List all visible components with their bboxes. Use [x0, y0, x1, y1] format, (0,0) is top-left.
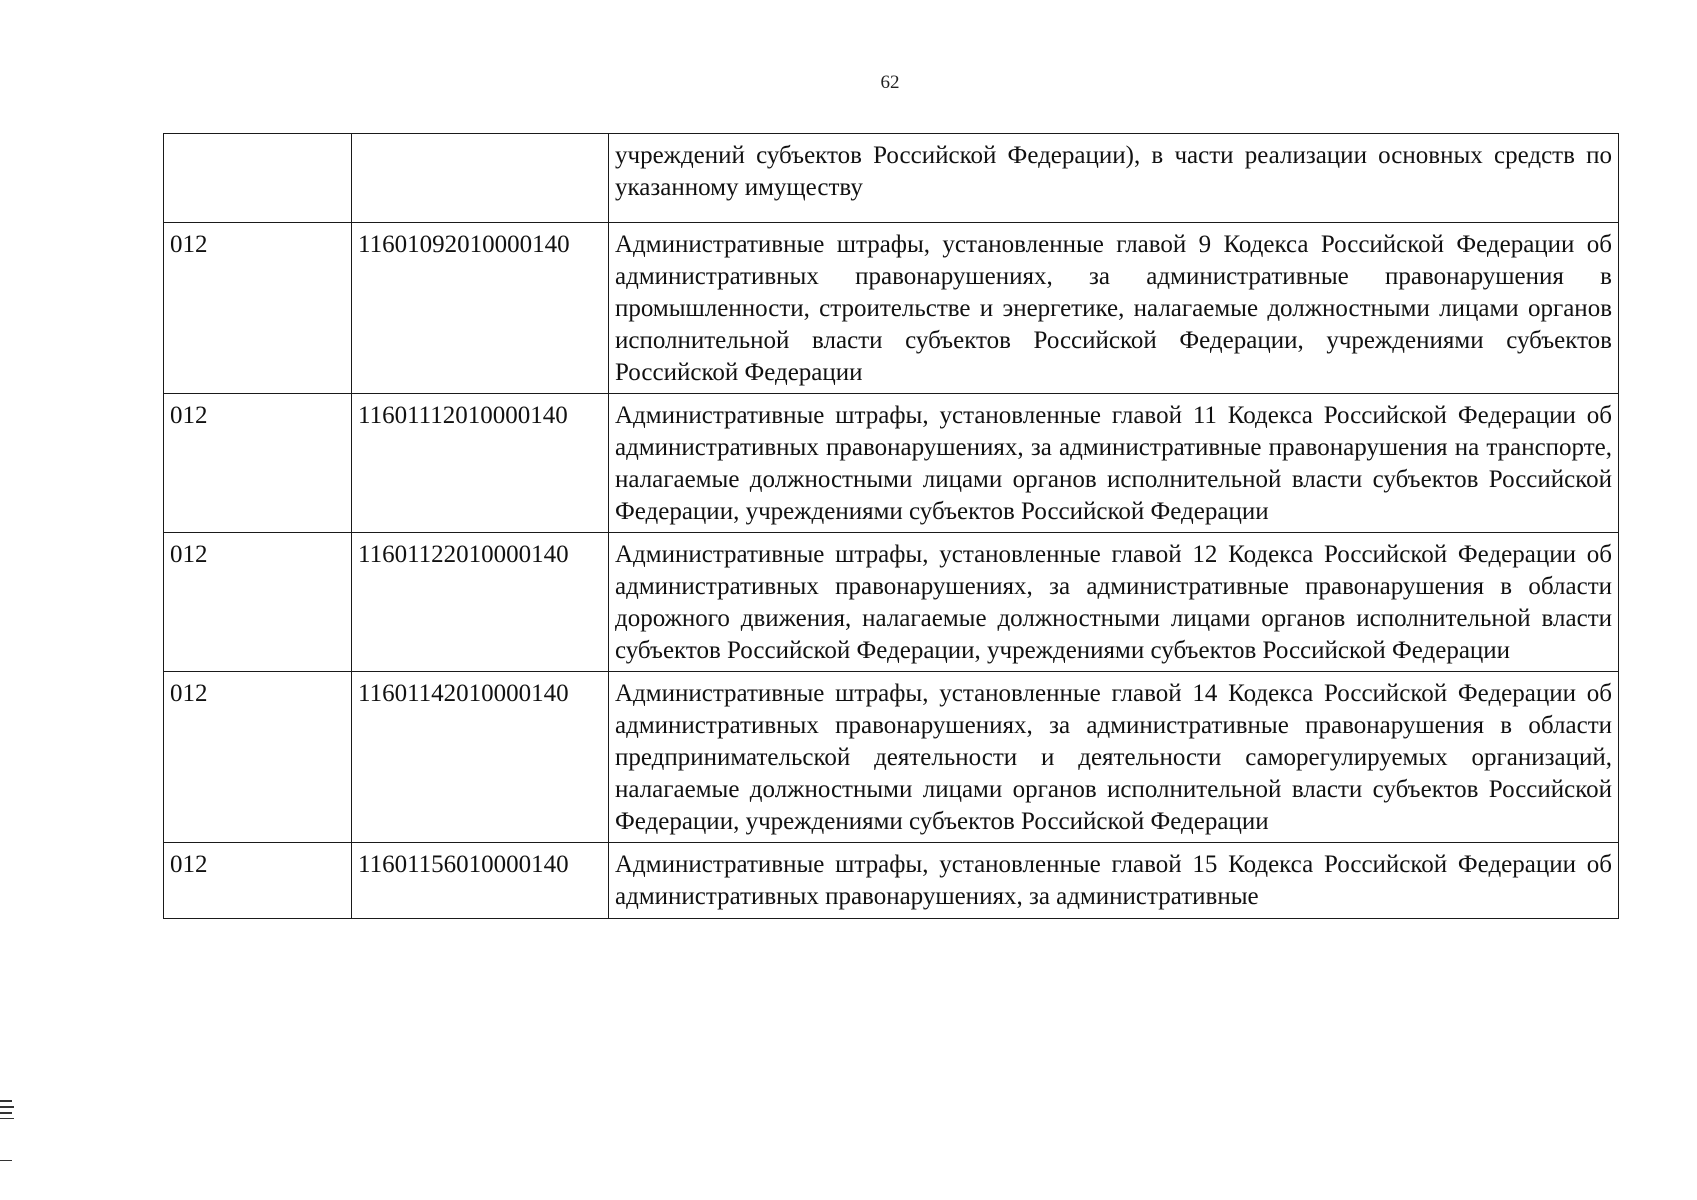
- admin-code-cell: [164, 134, 352, 223]
- scan-edge-mark: [0, 1118, 14, 1119]
- table-row: [164, 672, 1619, 843]
- table-row: [164, 134, 1619, 223]
- scan-edge-mark: [0, 1106, 14, 1108]
- scan-edge-mark: [0, 1160, 12, 1161]
- income-code-cell: 11601112010000140: [352, 394, 609, 533]
- admin-code-cell: 012: [164, 672, 352, 843]
- income-name-cell: Административные штрафы, установленные главой 12 Кодекса Российской Федерации об административных правонарушениях, за административные правонарушения в области дорожного движения, налагаемые должностными лицами органов исполнительной власти субъектов Российской Федерации, учреждениями субъектов Российской Федерации: [609, 533, 1619, 672]
- admin-code-cell: 012: [164, 533, 352, 672]
- income-name-cell: Административные штрафы, установленные главой 15 Кодекса Российской Федерации об административных правонарушениях, за административные: [609, 843, 1619, 919]
- income-name-cell: Административные штрафы, установленные главой 9 Кодекса Российской Федерации об административных правонарушениях, за административные правонарушения в промышленности, строительстве и энергетике, налагаемые должностными лицами органов исполнительной власти субъектов Российской Федерации, учреждениями субъектов Российской Федерации: [609, 223, 1619, 394]
- admin-code-cell: 012: [164, 394, 352, 533]
- admin-code-cell: 012: [164, 223, 352, 394]
- income-code-cell: 11601092010000140: [352, 223, 609, 394]
- table-row: [164, 394, 1619, 533]
- table-row: [164, 843, 1619, 919]
- income-name-cell: учреждений субъектов Российской Федерации), в части реализации основных средств по указанному имуществу: [609, 134, 1619, 223]
- scan-edge-mark: [0, 1112, 12, 1114]
- income-name-cell: Административные штрафы, установленные главой 14 Кодекса Российской Федерации об административных правонарушениях, за административные правонарушения в области предпринимательской деятельности и деятельности саморегулируемых организаций, налагаемые должностными лицами органов исполнительной власти субъектов Российской Федерации, учреждениями субъектов Российской Федерации: [609, 672, 1619, 843]
- page-number: 62: [880, 72, 900, 93]
- income-name-cell: Административные штрафы, установленные главой 11 Кодекса Российской Федерации об административных правонарушениях, за административные правонарушения на транспорте, налагаемые должностными лицами органов исполнительной власти субъектов Российской Федерации, учреждениями субъектов Российской Федерации: [609, 394, 1619, 533]
- income-code-cell: 11601142010000140: [352, 672, 609, 843]
- admin-code-cell: 012: [164, 843, 352, 919]
- table-row: [164, 223, 1619, 394]
- scan-edge-mark: [0, 1100, 12, 1102]
- table-row: [164, 533, 1619, 672]
- budget-codes-table: [163, 133, 1619, 919]
- income-code-cell: [352, 134, 609, 223]
- income-code-cell: 11601156010000140: [352, 843, 609, 919]
- income-code-cell: 11601122010000140: [352, 533, 609, 672]
